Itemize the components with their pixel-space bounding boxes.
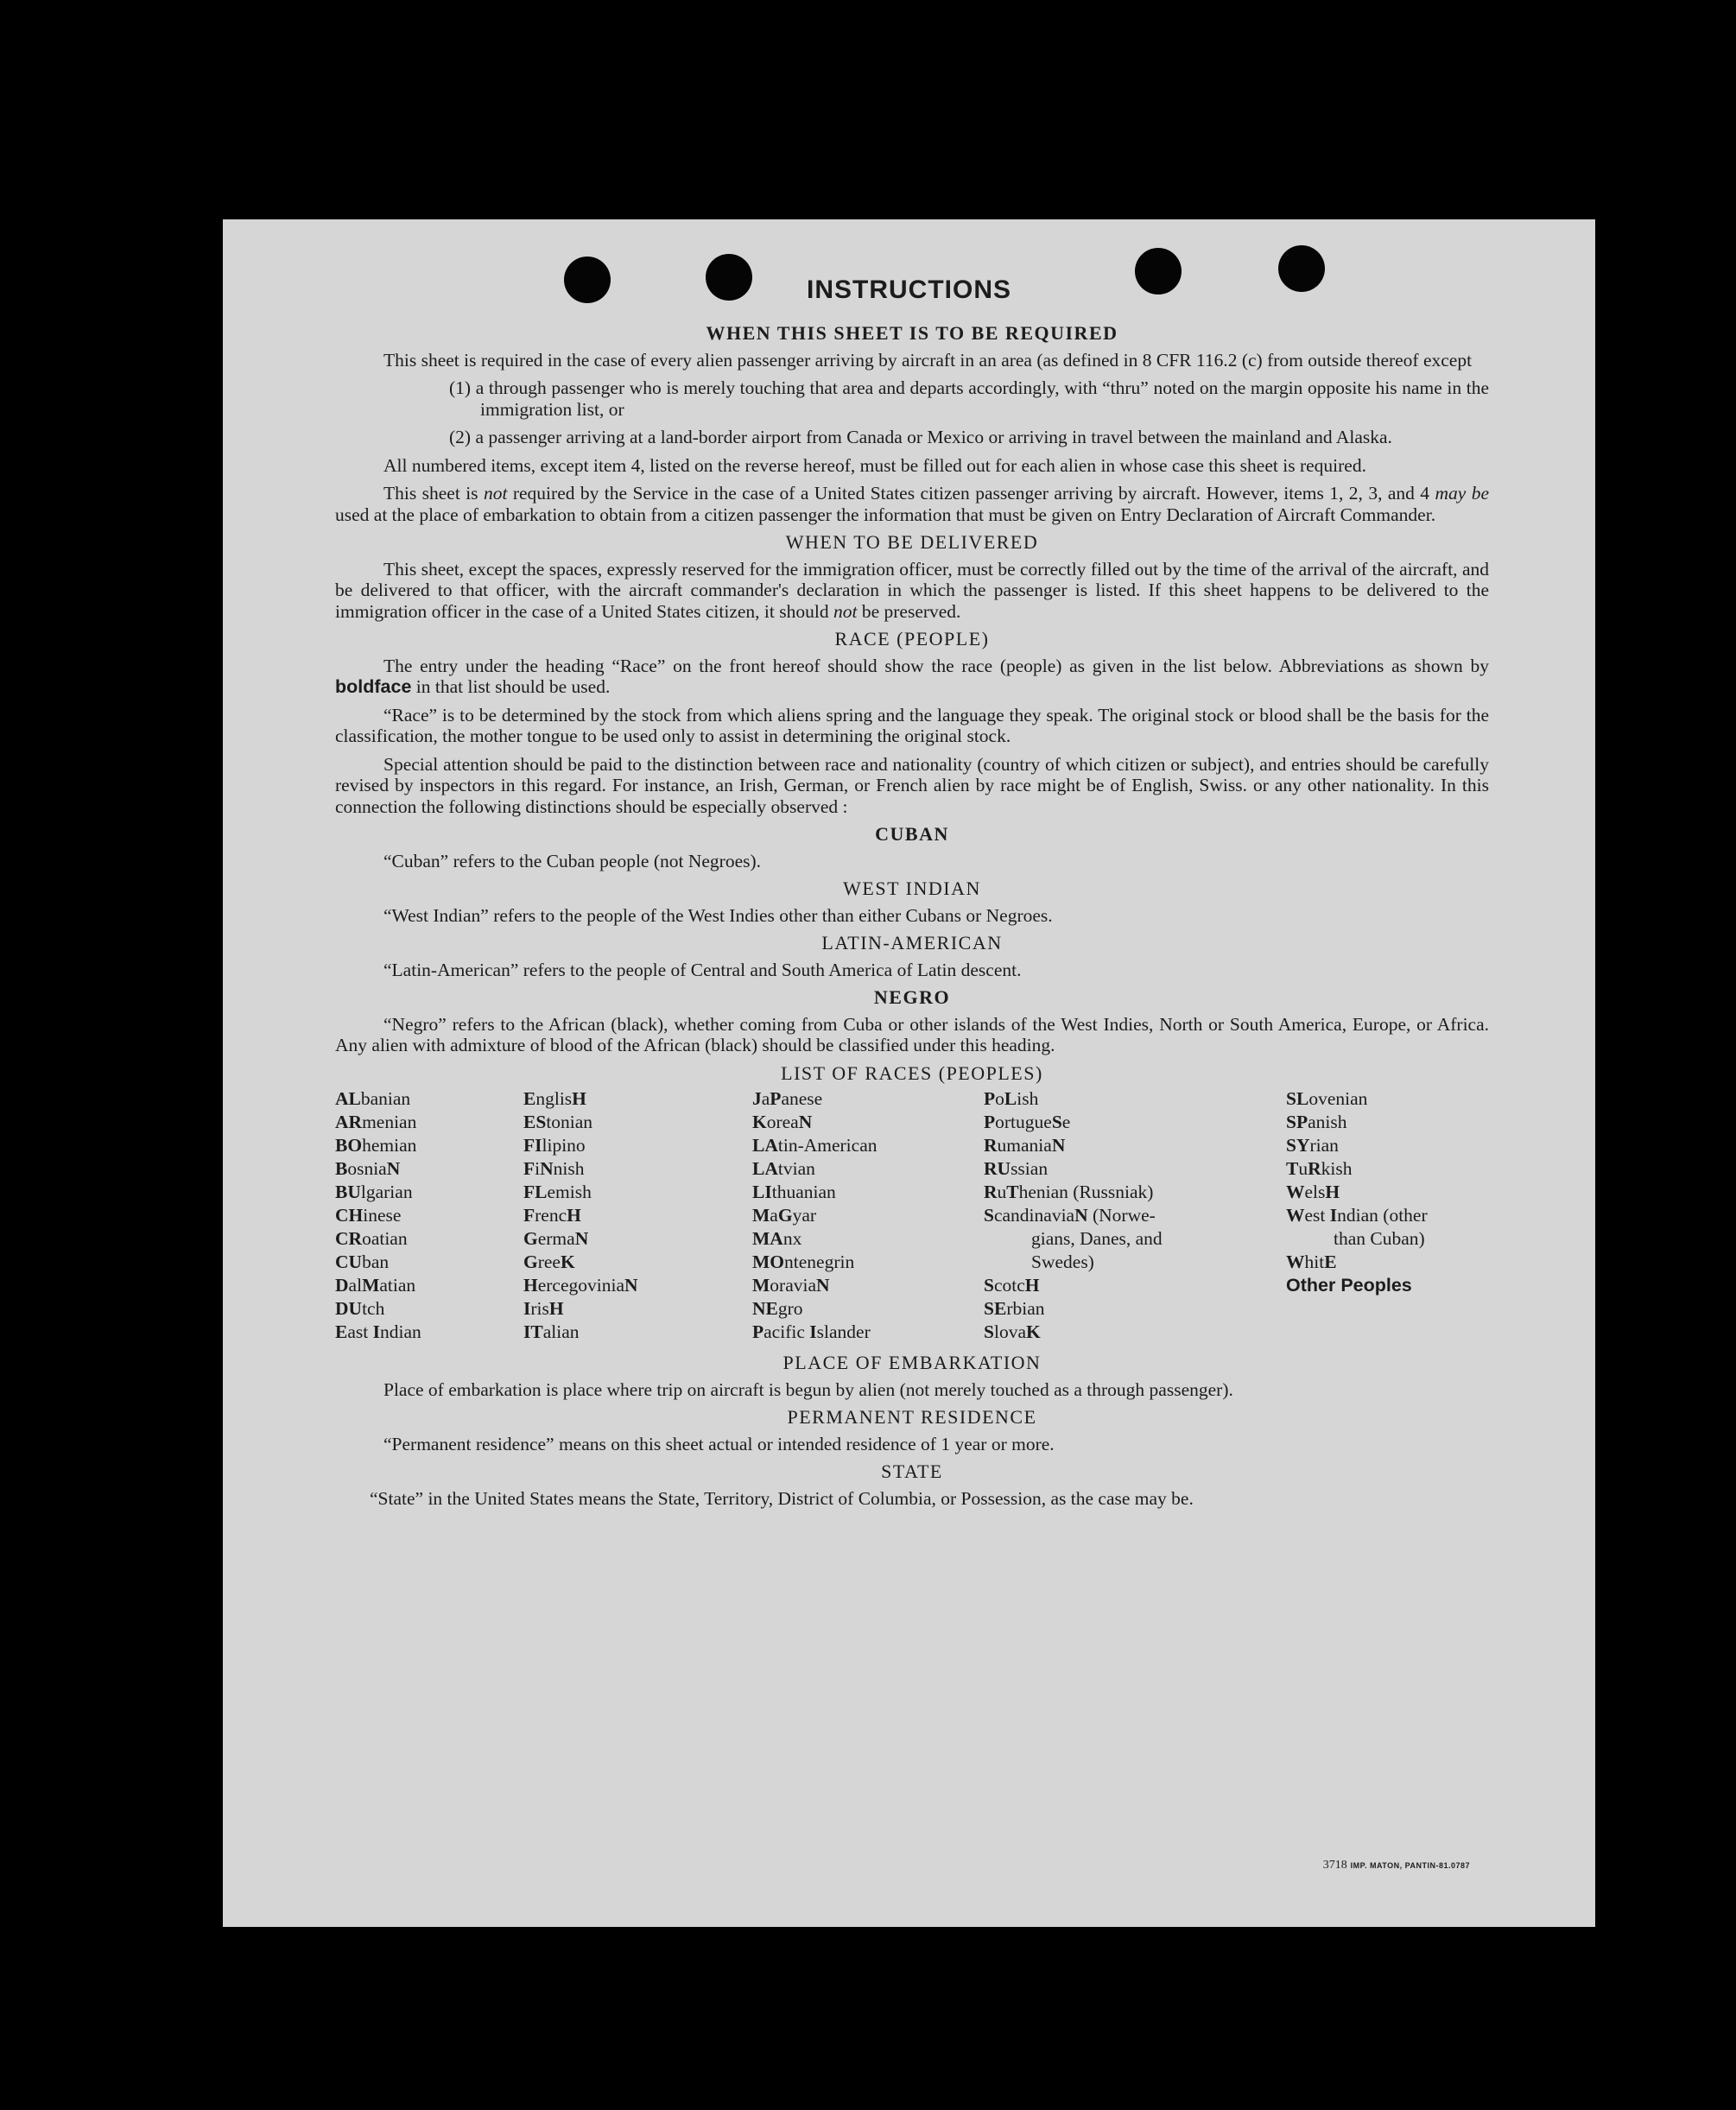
race-entry <box>523 1251 752 1274</box>
race-text: rian <box>1309 1135 1339 1156</box>
race-text: inese <box>363 1205 402 1226</box>
race-entry <box>523 1274 752 1297</box>
race-text: H <box>548 1298 564 1319</box>
race-text: osnia <box>347 1158 387 1179</box>
race-text: SY <box>1286 1135 1310 1156</box>
race-text: R <box>984 1135 998 1156</box>
race-text: W <box>1286 1182 1305 1202</box>
race-text: nish <box>553 1158 585 1179</box>
race-text: FI <box>523 1135 542 1156</box>
race-text: N <box>798 1112 813 1132</box>
heading-when-delivered: WHEN TO BE DELIVERED <box>785 531 1039 553</box>
race-text: i <box>535 1158 541 1179</box>
race-entry <box>523 1111 752 1134</box>
race-text: orea <box>766 1112 799 1132</box>
race-text: T <box>1006 1182 1019 1202</box>
exception-item-1: (1) a through passenger who is merely touching that area and departs accordingly, with “thru” noted on the margin opposite his name in the immigration list, or <box>449 377 1489 420</box>
race-entry <box>523 1157 752 1181</box>
race-text: ssian <box>1011 1158 1049 1179</box>
race-entry <box>752 1204 984 1227</box>
race-text: BU <box>335 1182 361 1202</box>
paragraph-cuban: “Cuban” refers to the Cuban people (not Negroes). <box>383 850 762 871</box>
race-entry <box>752 1134 984 1157</box>
race-text: LI <box>752 1182 772 1202</box>
race-entry <box>523 1227 752 1251</box>
race-text: MO <box>752 1251 785 1272</box>
race-text: lova <box>993 1321 1026 1342</box>
race-text: LA <box>752 1158 778 1179</box>
race-text: M <box>752 1275 770 1296</box>
race-text: M <box>752 1205 770 1226</box>
text-segment: required by the Service in the case of a United States citizen passenger arriving by aircraft. However, items 1, 2, 3, and 4 <box>507 483 1435 504</box>
race-text: Other Peoples <box>1286 1275 1412 1296</box>
form-number: 3718 <box>1322 1859 1347 1872</box>
race-entry <box>752 1251 984 1274</box>
heading-latin-american: LATIN-AMERICAN <box>821 932 1003 954</box>
race-text: SE <box>984 1298 1007 1319</box>
race-text: R <box>984 1182 998 1202</box>
race-text: ntenegrin <box>784 1251 855 1272</box>
races-column-4 <box>984 1087 1286 1344</box>
race-entry <box>335 1181 523 1204</box>
race-text: P <box>984 1088 996 1109</box>
race-text: S <box>1051 1112 1062 1132</box>
race-text: anish <box>1308 1112 1347 1132</box>
race-text: cotc <box>993 1275 1025 1296</box>
race-text: rbian <box>1006 1298 1045 1319</box>
race-entry <box>984 1227 1286 1251</box>
race-text: els <box>1304 1182 1326 1202</box>
heading-negro: NEGRO <box>873 986 951 1008</box>
text-segment: be preserved. <box>857 600 961 622</box>
race-text: SL <box>1286 1088 1309 1109</box>
race-entry <box>523 1204 752 1227</box>
race-text: CU <box>335 1251 363 1272</box>
races-list <box>335 1087 1489 1344</box>
race-entry <box>984 1134 1286 1157</box>
heading-cuban: CUBAN <box>875 823 949 845</box>
race-text: ast <box>347 1321 373 1342</box>
race-text: N <box>624 1275 638 1296</box>
paragraph-not-required <box>335 483 1489 525</box>
race-text: gro <box>777 1298 803 1319</box>
printer-imprint: IMP. MATON, PANTIN-81.0787 <box>1350 1861 1470 1870</box>
race-text: ndian <box>379 1321 421 1342</box>
race-entry <box>984 1321 1286 1344</box>
race-text: ovenian <box>1308 1088 1368 1109</box>
race-entry <box>1286 1157 1489 1181</box>
race-text: I <box>1329 1205 1338 1226</box>
heading-west-indian: WEST INDIAN <box>843 878 981 899</box>
paragraph-negro: “Negro” refers to the African (black), whether coming from Cuba or other islands of the West Indies, North or South America, Europe, or Africa. Any alien with admixture of blood of the African (black) should be classified under this heading. <box>335 1013 1489 1055</box>
race-text: H <box>1024 1275 1040 1296</box>
race-text: umania <box>997 1135 1052 1156</box>
race-text: G <box>523 1251 538 1272</box>
race-entry <box>335 1204 523 1227</box>
race-text: I <box>372 1321 380 1342</box>
race-text: BO <box>335 1135 363 1156</box>
race-text: K <box>560 1251 575 1272</box>
race-entry <box>335 1297 523 1321</box>
race-entry <box>1286 1087 1489 1111</box>
race-text: oatian <box>362 1228 408 1249</box>
race-text: u <box>997 1182 1007 1202</box>
heading-when-required: WHEN THIS SHEET IS TO BE REQUIRED <box>706 322 1118 344</box>
exception-item-2: (2) a passenger arriving at a land-border airport from Canada or Mexico or arriving in travel between the mainland and Alaska. <box>449 427 1392 447</box>
races-column-1 <box>335 1087 523 1344</box>
race-text: G <box>523 1228 538 1249</box>
paragraph-delivery <box>335 559 1489 623</box>
race-text: P <box>984 1112 996 1132</box>
race-text: P <box>752 1321 764 1342</box>
heading-list-of-races: LIST OF RACES (PEOPLES) <box>781 1061 1043 1084</box>
heading-state: STATE <box>881 1461 943 1482</box>
race-entry <box>752 1157 984 1181</box>
race-text: CR <box>335 1228 363 1249</box>
race-entry <box>752 1321 984 1344</box>
text-segment: The entry under the heading “Race” on the front hereof should show the race (people) as given in the list below. Abbreviations as shown by <box>383 655 1489 676</box>
race-text: emish <box>547 1182 592 1202</box>
paragraph-required: This sheet is required in the case of every alien passenger arriving by aircraft in an area (as defined in 8 CFR 116.2 (c) from outside thereof except <box>383 349 1473 371</box>
race-text: acific <box>763 1321 810 1342</box>
race-text: CH <box>335 1205 364 1226</box>
race-text: yar <box>792 1205 817 1226</box>
race-text: banian <box>360 1088 411 1109</box>
text-segment: in that list should be used. <box>411 676 611 697</box>
race-entry <box>984 1111 1286 1134</box>
race-text: u <box>1298 1158 1308 1179</box>
paragraph-race-entry <box>335 656 1489 698</box>
race-entry <box>752 1087 984 1111</box>
race-text: ban <box>362 1251 390 1272</box>
race-text: N <box>816 1275 830 1296</box>
race-entry <box>984 1087 1286 1111</box>
race-text: hemian <box>362 1135 417 1156</box>
race-text: tonian <box>546 1112 593 1132</box>
races-column-2 <box>523 1087 752 1344</box>
race-text: D <box>335 1275 349 1296</box>
race-entry <box>752 1297 984 1321</box>
race-text: ish <box>1017 1088 1039 1109</box>
race-text: lipino <box>542 1135 586 1156</box>
race-text: MA <box>752 1228 783 1249</box>
paragraph-race-stock: “Race” is to be determined by the stock from which aliens spring and the language they speak. The original stock or blood shall be the basis for the classification, the mother tongue to be used only to assist in determining the original stock. <box>335 704 1489 746</box>
race-text: L <box>1004 1088 1017 1109</box>
race-text: LA <box>752 1135 778 1156</box>
race-text: ortugue <box>995 1112 1052 1132</box>
race-text: ercegovinia <box>537 1275 625 1296</box>
race-text: AR <box>335 1112 363 1132</box>
race-text: kish <box>1321 1158 1353 1179</box>
race-text: G <box>777 1205 793 1226</box>
race-entry <box>523 1321 752 1344</box>
emphasis: not <box>483 483 508 504</box>
race-text: ndian (other <box>1337 1205 1428 1226</box>
paragraph-numbered-items: All numbered items, except item 4, listed on the reverse hereof, must be filled out for each alien in whose case this sheet is required. <box>383 454 1366 476</box>
race-text: ris <box>530 1298 549 1319</box>
race-entry <box>1286 1251 1489 1274</box>
race-text: B <box>335 1158 348 1179</box>
race-text: H <box>572 1088 586 1109</box>
race-entry <box>1286 1134 1489 1157</box>
race-entry <box>523 1181 752 1204</box>
race-text: oravia <box>770 1275 817 1296</box>
paragraph-latin-american: “Latin-American” refers to the people of Central and South America of Latin descent. <box>383 959 1022 980</box>
text-segment: used at the place of embarkation to obtain from a citizen passenger the information that must be given on Entry Declaration of Aircraft Commander. <box>335 504 1436 525</box>
race-entry <box>752 1227 984 1251</box>
race-entry <box>1286 1274 1489 1297</box>
race-entry <box>984 1274 1286 1297</box>
race-entry <box>335 1274 523 1297</box>
race-text: H <box>567 1205 581 1226</box>
race-text: J <box>752 1088 762 1109</box>
race-text: N <box>574 1228 589 1249</box>
paragraph-race-nationality: Special attention should be paid to the distinction between race and nationality (country of which citizen or subject), and entries should be carefully revised by inspectors in this regard. For instance, an Irish, German, or French alien by race might be of English, Swiss. or any other nationality. In this connection the following distinctions should be especially observed : <box>335 753 1489 817</box>
race-text: e <box>1061 1112 1071 1132</box>
race-entry <box>335 1321 523 1344</box>
boldface-sample: boldface <box>335 676 412 697</box>
race-entry <box>1286 1227 1489 1251</box>
race-text: F <box>523 1205 535 1226</box>
instruction-sheet <box>223 219 1595 1927</box>
text-segment: This sheet is <box>383 483 484 504</box>
race-text: P <box>770 1088 782 1109</box>
race-text: E <box>523 1088 536 1109</box>
race-text: menian <box>362 1112 417 1132</box>
race-entry <box>1286 1181 1489 1204</box>
race-text: K <box>752 1112 767 1132</box>
race-text: S <box>984 1205 994 1226</box>
race-text: (Norwe- <box>1087 1205 1156 1226</box>
race-text: a <box>761 1088 770 1109</box>
emphasis: not <box>833 600 858 622</box>
race-entry <box>523 1297 752 1321</box>
race-text: renc <box>535 1205 567 1226</box>
race-text: ree <box>537 1251 561 1272</box>
heading-permanent-residence: PERMANENT RESIDENCE <box>787 1406 1037 1428</box>
race-text: nglis <box>535 1088 573 1109</box>
race-text: IT <box>523 1321 543 1342</box>
emphasis: may be <box>1435 483 1489 504</box>
race-text: est <box>1304 1205 1330 1226</box>
race-text: than Cuban) <box>1334 1228 1425 1249</box>
race-text: gians, Danes, and <box>1031 1228 1163 1249</box>
race-text: tch <box>362 1298 385 1319</box>
race-text: E <box>335 1321 348 1342</box>
race-entry <box>335 1111 523 1134</box>
race-entry <box>752 1274 984 1297</box>
race-entry <box>335 1157 523 1181</box>
race-text: S <box>984 1275 994 1296</box>
race-text: atian <box>379 1275 416 1296</box>
paragraph-state: “State” in the United States means the State, Territory, District of Columbia, or Possession, as the case may be. <box>370 1487 1194 1509</box>
race-text: N <box>1051 1135 1066 1156</box>
race-text: M <box>362 1275 380 1296</box>
paragraph-residence: “Permanent residence” means on this sheet actual or intended residence of 1 year or more. <box>383 1433 1055 1454</box>
race-text: AL <box>335 1088 361 1109</box>
race-text: T <box>1286 1158 1299 1179</box>
races-column-5 <box>1286 1087 1489 1344</box>
race-text: ES <box>523 1112 547 1132</box>
race-entry <box>984 1297 1286 1321</box>
race-text: W <box>1286 1205 1305 1226</box>
race-entry <box>984 1251 1286 1274</box>
race-text: N <box>540 1158 554 1179</box>
race-text: I <box>523 1298 531 1319</box>
race-entry <box>335 1087 523 1111</box>
text-segment: This sheet, except the spaces, expressly reserved for the immigration officer, must be correctly filled out by the time of the arrival of the aircraft, and be delivered to that officer, with the aircraft commander's declaration in which the passenger is listed. If this sheet happens to be delivered to the immigration officer in the case of a United States citizen, it should <box>335 558 1489 622</box>
race-text: FL <box>523 1182 548 1202</box>
race-text: candinavia <box>993 1205 1075 1226</box>
race-text: al <box>348 1275 363 1296</box>
race-text: RU <box>984 1158 1011 1179</box>
race-text: H <box>523 1275 538 1296</box>
race-text: tvian <box>777 1158 815 1179</box>
race-text: anese <box>781 1088 823 1109</box>
races-column-3 <box>752 1087 984 1344</box>
race-entry <box>335 1134 523 1157</box>
race-entry <box>752 1181 984 1204</box>
race-text: Swedes) <box>1031 1251 1094 1272</box>
race-text: H <box>1325 1182 1340 1202</box>
race-text: o <box>995 1088 1004 1109</box>
race-entry <box>1286 1111 1489 1134</box>
race-text: thuanian <box>771 1182 836 1202</box>
race-text: erma <box>537 1228 575 1249</box>
race-text: tin-American <box>777 1135 878 1156</box>
race-text: a <box>770 1205 778 1226</box>
race-text: S <box>984 1321 994 1342</box>
race-text: R <box>1308 1158 1321 1179</box>
paragraph-west-indian: “West Indian” refers to the people of the West Indies other than either Cubans or Negroes. <box>383 904 1053 926</box>
heading-place-of-embarkation: PLACE OF EMBARKATION <box>782 1352 1042 1373</box>
instructions-body <box>335 316 1489 1516</box>
race-text: F <box>523 1158 535 1179</box>
race-entry <box>984 1204 1286 1227</box>
race-entry <box>752 1111 984 1134</box>
paragraph-embarkation: Place of embarkation is place where trip on aircraft is begun by alien (not merely touched as a through passenger). <box>383 1378 1233 1400</box>
race-text: lgarian <box>360 1182 413 1202</box>
race-text: hit <box>1304 1251 1325 1272</box>
race-entry <box>523 1134 752 1157</box>
race-text: NE <box>752 1298 778 1319</box>
race-entry <box>523 1087 752 1111</box>
heading-race: RACE (PEOPLE) <box>834 628 990 649</box>
race-text: nx <box>782 1228 802 1249</box>
page-title: INSTRUCTIONS <box>807 276 1011 304</box>
race-text: K <box>1026 1321 1041 1342</box>
race-entry <box>984 1181 1286 1204</box>
race-text: henian (Russniak) <box>1018 1182 1154 1202</box>
race-text: alian <box>542 1321 580 1342</box>
race-entry <box>335 1251 523 1274</box>
race-text: DU <box>335 1298 363 1319</box>
race-text: SP <box>1286 1112 1308 1132</box>
race-text: N <box>1074 1205 1088 1226</box>
form-footer <box>1323 1857 1470 1872</box>
race-text: I <box>809 1321 817 1342</box>
race-text: W <box>1286 1251 1305 1272</box>
race-entry <box>335 1227 523 1251</box>
race-text: N <box>386 1158 401 1179</box>
race-text: slander <box>816 1321 871 1342</box>
race-entry <box>1286 1204 1489 1227</box>
race-entry <box>984 1157 1286 1181</box>
race-text: E <box>1324 1251 1337 1272</box>
